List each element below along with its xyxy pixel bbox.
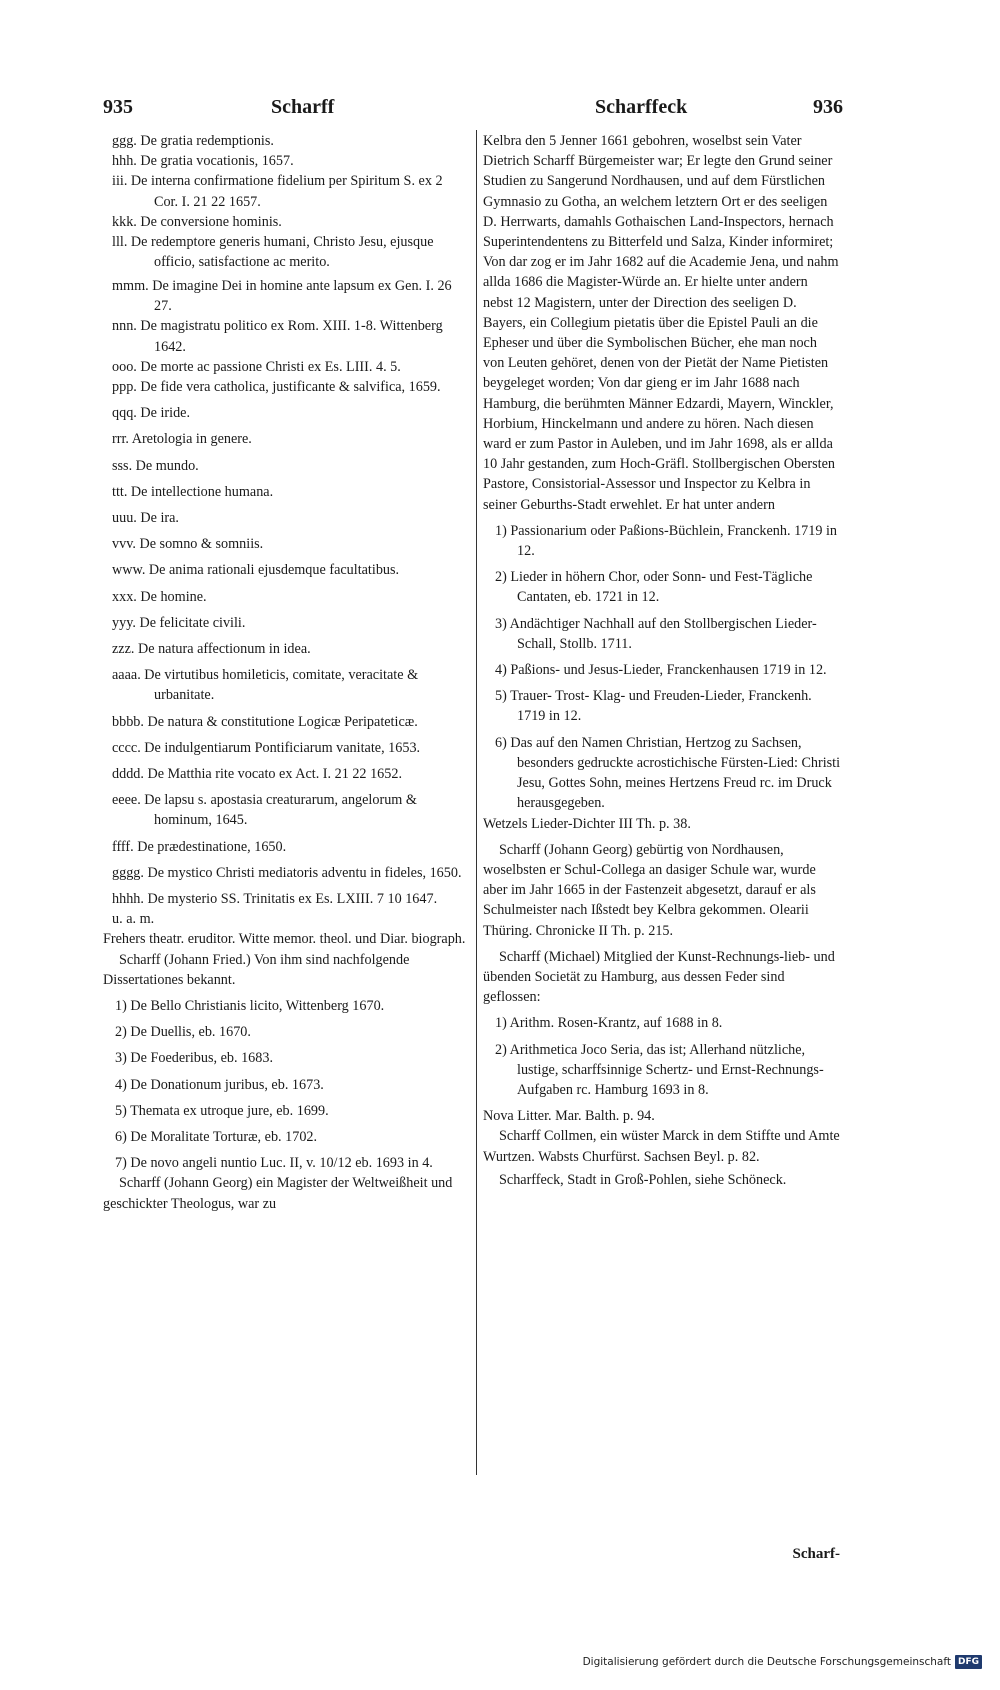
paragraph: www. De anima rationali ejusdemque facultatibus. <box>112 562 400 579</box>
paragraph: Nova Litter. Mar. Balth. p. 94. <box>483 1108 655 1125</box>
paragraph: 3) Andächtiger Nachhall auf den Stollbergischen Lieder-Schall, Stollb. 1711. <box>495 615 817 652</box>
paragraph: hhh. De gratia vocationis, 1657. <box>112 153 294 170</box>
paragraph: uuu. De ira. <box>112 509 179 526</box>
paragraph: dddd. De Matthia rite vocato ex Act. I. 21 22 1652. <box>112 765 402 782</box>
paragraph: 5) Trauer- Trost- Klag- und Freuden-Lieder, Franckenh. 1719 in 12. <box>495 688 812 725</box>
paragraph: bbbb. De natura & constitutione Logicæ Peripateticæ. <box>112 713 418 730</box>
paragraph: ppp. De fide vera catholica, justificante & salvifica, 1659. <box>112 378 441 395</box>
paragraph: Kelbra den 5 Jenner 1661 gebohren, woselbst sein Vater Dietrich Scharff Bürgemeister war; Er legte den Grund seiner Studien zu Sangerund Nordhausen, und auf dem Fürstlichen Gymnasio zu Gotha, an welchem letztern Ort er des seeligen D. Herrwarts, damahls Gothaischen Land-Inspectors, hernach Superintendentens zu Bitterfeld und Salza, Kinder informiret; Von dar zog er im Jahr 1682 auf die Academie Jena, und nahm allda 1686 die Magister-Würde an. Er hielte unter andern nebst 12 Magistern, unter der Direction des seeligen D. Bayers, ein Collegium pietatis über die Epistel Pauli an die Epheser und über die Symbolischen Bücher, ehe man noch von Leuten gehöret, denen von der Pietät der Name Pietisten beygeleget worden; Von dar gieng er im Jahr 1688 nach Hamburg, die berühmten Männer Edzardi, Mayern, Winckler, Horbium, Hinckelmann und andere zu hören. Nach diesen ward er zum Pastor in Auleben, und im Jahr 1698, als er allda 10 Jahr gestanden, zum Hoch-Gräfl. Stollbergischen Obersten Pastore, Consistorial-Assessor und Inspector zu Kelbra in seiner Geburths-Stadt erwehlet. Er hat unter andern <box>483 133 839 513</box>
paragraph: ooo. De morte ac passione Christi ex Es. LIII. 4. 5. <box>112 358 401 375</box>
paragraph: kkk. De conversione hominis. <box>112 213 282 230</box>
column-divider <box>476 130 477 1475</box>
paragraph: 3) De Foederibus, eb. 1683. <box>115 1050 274 1067</box>
running-head-right: Scharffeck <box>595 96 688 118</box>
page-number-right: 936 <box>813 96 843 118</box>
paragraph: Wetzels Lieder-Dichter III Th. p. 38. <box>483 815 691 832</box>
paragraph: ggg. De gratia redemptionis. <box>112 133 274 149</box>
paragraph: 4) Paßions- und Jesus-Lieder, Franckenhausen 1719 in 12. <box>495 662 827 679</box>
paragraph: u. a. m. <box>112 911 155 928</box>
paragraph: 4) De Donationum juribus, eb. 1673. <box>115 1076 324 1093</box>
page-number-left: 935 <box>103 96 133 118</box>
paragraph: sss. De mundo. <box>112 457 199 474</box>
paragraph: ffff. De prædestinatione, 1650. <box>112 838 287 855</box>
paragraph: Scharff (Michael) Mitglied der Kunst-Rechnungs-lieb- und übenden Societät zu Hamburg, aus dessen Feder sind geflossen: <box>483 948 835 1006</box>
paragraph: eeee. De lapsu s. apostasia creaturarum, angelorum & hominum, 1645. <box>112 792 417 829</box>
paragraph: yyy. De felicitate civili. <box>112 614 246 631</box>
paragraph: 2) De Duellis, eb. 1670. <box>115 1024 251 1041</box>
paragraph: Scharff Collmen, ein wüster Marck in dem Stiffte und Amte Wurtzen. Wabsts Churfürst. Sachsen Beyl. p. 82. <box>483 1128 840 1165</box>
paragraph: nnn. De magistratu politico ex Rom. XIII. 1-8. Wittenberg 1642. <box>112 318 443 355</box>
paragraph: Scharff (Johann Fried.) Von ihm sind nachfolgende Dissertationes bekannt. <box>103 951 410 988</box>
paragraph: 1) Arithm. Rosen-Krantz, auf 1688 in 8. <box>495 1015 723 1032</box>
paragraph: vvv. De somno & somniis. <box>112 536 264 553</box>
paragraph: hhhh. De mysterio SS. Trinitatis ex Es. LXIII. 7 10 1647. <box>112 891 438 907</box>
paragraph: ttt. De intellectione humana. <box>112 483 274 500</box>
footer-text: Digitalisierung gefördert durch die Deutsche Forschungsgemeinschaft <box>582 1656 951 1668</box>
paragraph: mmm. De imagine Dei in homine ante lapsum ex Gen. I. 26 27. <box>112 277 452 315</box>
paragraph: Scharffeck, Stadt in Groß-Pohlen, siehe Schöneck. <box>499 1172 787 1189</box>
paragraph: Frehers theatr. eruditor. Witte memor. theol. und Diar. biograph. <box>103 931 466 948</box>
left-column <box>103 131 469 1214</box>
paragraph: Scharff (Johann Georg) ein Magister der Weltweißheit und geschickter Theologus, war zu <box>103 1175 453 1212</box>
paragraph: 6) De Moralitate Torturæ, eb. 1702. <box>115 1129 318 1146</box>
paragraph: aaaa. De virtutibus homileticis, comitate, veracitate & urbanitate. <box>112 667 419 704</box>
paragraph: zzz. De natura affectionum in idea. <box>112 640 311 657</box>
right-column <box>483 131 841 1190</box>
running-head-left: Scharff <box>271 96 335 118</box>
paragraph: 5) Themata ex utroque jure, eb. 1699. <box>115 1102 329 1119</box>
running-header <box>103 96 843 126</box>
paragraph: 2) Arithmetica Joco Seria, das ist; Allerhand nützliche, lustige, scharffsinnige Schertz- und Ernst-Rechnungs-Aufgaben rc. Hamburg 1693 in 8. <box>495 1041 824 1098</box>
catchword: Scharf- <box>792 1546 840 1562</box>
paragraph: rrr. Aretologia in genere. <box>112 431 252 448</box>
paragraph: 1) De Bello Christianis licito, Wittenberg 1670. <box>115 998 385 1015</box>
dfg-logo: DFG <box>955 1655 982 1669</box>
paragraph: 2) Lieder in höhern Chor, oder Sonn- und Fest-Tägliche Cantaten, eb. 1721 in 12. <box>495 569 813 606</box>
paragraph: lll. De redemptore generis humani, Christo Jesu, ejusque officio, satisfactione ac merito. <box>112 234 434 271</box>
paragraph: 7) De novo angeli nuntio Luc. II, v. 10/12 eb. 1693 in 4. <box>115 1155 433 1172</box>
paragraph: gggg. De mystico Christi mediatoris adventu in fideles, 1650. <box>112 864 462 881</box>
paragraph: Scharff (Johann Georg) gebürtig von Nordhausen, woselbsten er Schul-Collega an dasiger Schule war, wurde aber im Jahr 1665 in der Fastenzeit abgesetzt, darauf er als Schulmeister nach Ißstedt bey Kelbra gekommen. Olearii Thüring. Chronicke II Th. p. 215. <box>483 841 816 939</box>
paragraph: 1) Passionarium oder Paßions-Büchlein, Franckenh. 1719 in 12. <box>495 522 838 560</box>
paragraph: iii. De interna confirmatione fidelium per Spiritum S. ex 2 Cor. I. 21 22 1657. <box>112 173 443 210</box>
paragraph: xxx. De homine. <box>112 588 207 605</box>
paragraph: qqq. De iride. <box>112 405 191 422</box>
paragraph: 6) Das auf den Namen Christian, Hertzog zu Sachsen, besonders gedruckte acrostichische Fürsten-Lied: Christi Jesu, Gottes Sohn, meines Hertzens Freud rc. im Druck herausgegeben. <box>495 734 841 812</box>
footer <box>583 1652 982 1672</box>
paragraph: cccc. De indulgentiarum Pontificiarum vanitate, 1653. <box>112 739 421 756</box>
